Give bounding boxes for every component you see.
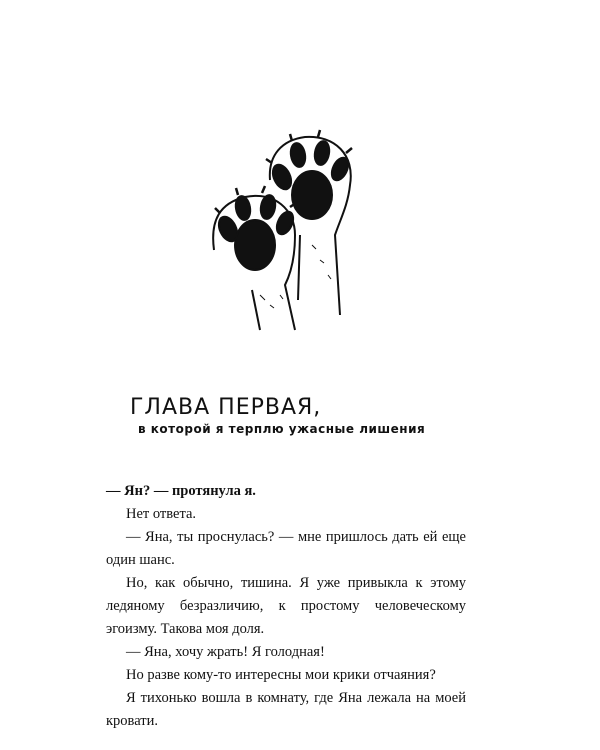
paragraph: — Яна, хочу жрать! Я голодная! <box>126 644 325 660</box>
left-paw <box>213 186 296 330</box>
chapter-title: ГЛАВА ПЕРВАЯ, <box>130 395 322 420</box>
paragraph: — Яна, ты проснулась? — мне пришлось дать ей еще один шанс. <box>106 529 466 568</box>
paragraph: Но, как обычно, тишина. Я уже привыкла к этому ледяному безразличию, к простому человеческому эгоизму. Такова моя доля. <box>106 575 466 637</box>
chapter-subtitle: в которой я терплю ужасные лишения <box>138 422 426 436</box>
paragraph: Но разве кому-то интересны мои крики отчаяния? <box>126 667 436 683</box>
paragraph: Нет ответа. <box>126 506 197 522</box>
cat-paws-icon <box>200 125 370 335</box>
paragraph: Я тихонько вошла в комнату, где Яна лежала на моей кровати. <box>106 690 466 729</box>
chapter-text <box>106 480 466 733</box>
paragraph: — Ян? — протянула я. <box>106 483 256 499</box>
cat-paws-illustration <box>200 125 370 335</box>
